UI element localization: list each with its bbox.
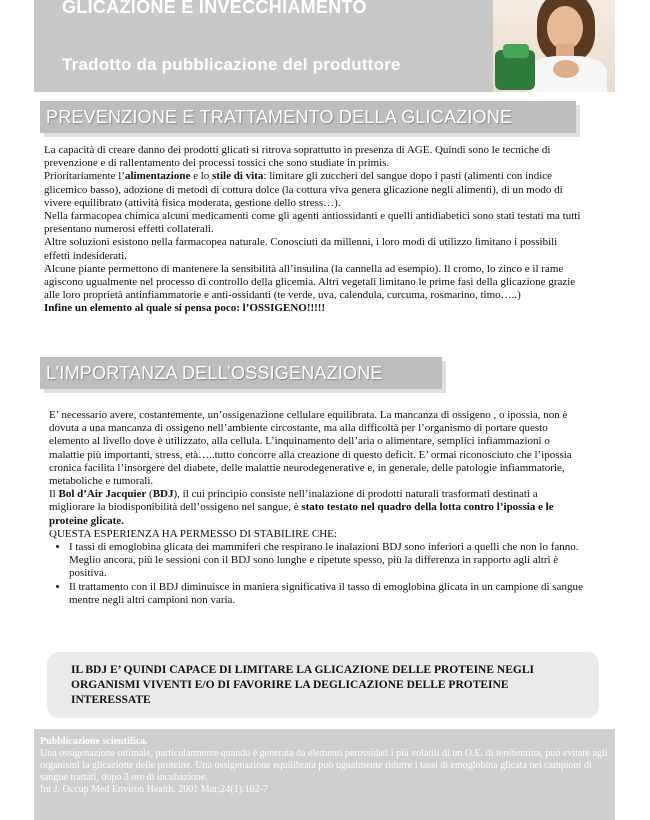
section-body-ossigenazione	[49, 409, 583, 607]
page-subtitle: Tradotto da pubblicazione del produttore	[62, 55, 401, 74]
paragraph: Prioritariamente l’alimentazione e lo stile di vita: limitare gli zuccheri del sangue dopo i pasti (alimenti con indice glicemico basso), adozione di metodi di cottura dolce (la cottura viva genera glicazione negli alimenti), di un modo di vivere equilibrato (attività fisica moderata, gestione dello stress…).	[44, 170, 563, 209]
footer-title: Pubblicazione scientifica.	[40, 736, 148, 747]
paragraph: Altre soluzioni esistono nella farmacopea naturale. Conosciuti da millenni, i loro modi di utilizzo limitano i possibili effetti indesiderati.	[44, 236, 558, 262]
page-title: GLICAZIONE E INVECCHIAMENTO	[62, 0, 367, 17]
bullet-list	[49, 541, 583, 607]
section-heading-ossigenazione: L’IMPORTANZA DELL’OSSIGENAZIONE	[40, 357, 442, 389]
list-item: • I tassi di emoglobina glicata dei mammiferi che respirano le inalazioni BDJ sono inferiori a quelli che non lo fanno. Meglio ancora, più le sessioni con il BDJ sono lunghe e ripetute spesso, più la differenza in rapporto agli altri è positiva.	[69, 541, 583, 581]
callout-text: IL BDJ E’ QUINDI CAPACE DI LIMITARE LA GLICAZIONE DELLE PROTEINE NEGLI ORGANISMI VIVENTI E/O DI FAVORIRE LA DEGLICAZIONE DELLE PROTEINE INTERESSATE	[71, 664, 534, 706]
section-heading-prevenzione: PREVENZIONE E TRATTAMENTO DELLA GLICAZIONE	[40, 101, 576, 133]
paragraph: La capacità di creare danno dei prodotti glicati si ritrova soprattutto in presenza di AGE. Quindi sono le tecniche di prevenzione e di rallentamento dei processi tossici che sono studiate in primis.	[44, 144, 551, 170]
paragraph: E’ necessario avere, costantemente, un’ossigenazione cellulare equilibrata. La mancanza di ossigeno , o ipossia, non è dovuta a una mancanza di ossigeno nell’ambiente circostante, ma alla difficoltà per l’organismo di portare questo elemento al livello dove è utilizzato, alla cellula. L’inquinamento dell’aria o alimentare, semplici infiammazioni o malattie più importanti, stress, età…..tutto concorre alla creazione di questo deficit. E’ ormai riconosciuto che l’ipossia cronica facilita l’insorgere del diabete, delle malattie neurodegenerative e, in generale, delle patologie infiammatorie, metaboliche e tumorali.	[49, 409, 572, 488]
paragraph-bold: Infine un elemento al quale si pensa poco: l’OSSIGENO!!!!!	[44, 302, 326, 315]
footer-publication	[34, 729, 615, 820]
paragraph: Il Bol d’Air Jacquier (BDJ), il cui principio consiste nell’inalazione di prodotti naturali trasformati destinati a migliorare la biodisponibilità dell’ossigeno nel sangue, è stato testato nel quadro della lotta contro l’ipossia e le proteine glicate.	[49, 488, 554, 527]
paragraph: QUESTA ESPERIENZA HA PERMESSO DI STABILIRE CHE:	[49, 527, 337, 540]
paragraph: Nella farmacopea chimica alcuni medicamenti come gli agenti antiossidanti e quelli antidiabetici sono stati testati ma tutti presentano numerosi effetti collaterali.	[44, 210, 581, 236]
conclusion-callout	[47, 652, 599, 718]
section-body-prevenzione	[44, 144, 582, 316]
paragraph: Alcune piante permettono di mantenere la sensibilità all’insulina (la cannella ad esempio). Il cromo, lo zinco e il rame agiscono ugualmente nel processo di controllo della glicemia. Altri vegetali limitano le prime fasi della glicazione grazie alle loro proprietà antinfiammatorie e anti-ossidanti (te verde, uva, calendula, curcuma, rosmarino, timo…..)	[44, 262, 576, 302]
list-item: • Il trattamento con il BDJ diminuisce in maniera significativa il tasso di emoglobina glicata in un campione di sangue mentre negli altri campioni non varia.	[69, 581, 583, 607]
footer-body: Una ossigenazione ottimale, particolarmente quando è generata da elementi perossidati i più volatili di un O.E. di terebentina, può evitare agli organismi la glicazione delle proteine. Una ossigenazione equilibrata può ugualmente ridurre i tassi di emoglobina glicata nei campioni di sangue trattati, dopo 3 ore di incubazione.	[40, 748, 608, 783]
header-photo	[493, 0, 615, 92]
footer-citation: Int J. Occup Med Environ Health. 2001 Mar;24(1):102-7	[40, 784, 269, 795]
